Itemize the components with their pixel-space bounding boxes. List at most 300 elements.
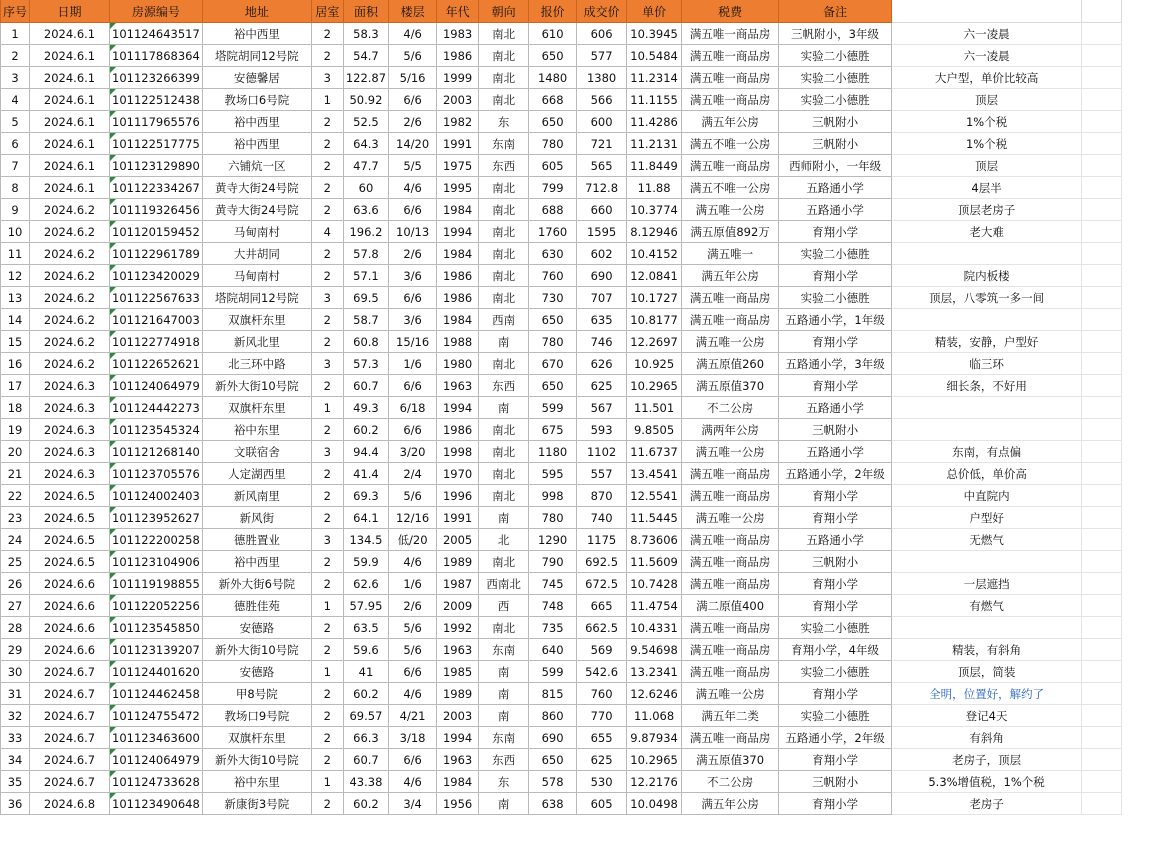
column-header[interactable]: 单价 bbox=[627, 0, 682, 23]
cell-year[interactable]: 1996 bbox=[437, 485, 479, 507]
cell-serial[interactable]: 4 bbox=[1, 89, 30, 111]
cell-asking-price[interactable]: 860 bbox=[529, 705, 577, 727]
cell-deal-price[interactable]: 712.8 bbox=[577, 177, 627, 199]
cell-rooms[interactable]: 3 bbox=[311, 287, 343, 309]
cell-date[interactable]: 2024.6.3 bbox=[30, 397, 110, 419]
cell-year[interactable]: 1986 bbox=[437, 287, 479, 309]
cell-note[interactable]: 有斜角 bbox=[892, 727, 1082, 749]
blank-cell[interactable] bbox=[1082, 661, 1122, 683]
cell-floor[interactable]: 6/6 bbox=[389, 661, 437, 683]
cell-unit-price[interactable]: 10.1727 bbox=[627, 287, 682, 309]
cell-listing-code[interactable]: 101120159452 bbox=[110, 221, 203, 243]
cell-orientation[interactable]: 南 bbox=[479, 507, 529, 529]
blank-header-cell[interactable] bbox=[1082, 0, 1122, 23]
cell-year[interactable]: 2003 bbox=[437, 705, 479, 727]
cell-asking-price[interactable]: 780 bbox=[529, 331, 577, 353]
cell-listing-code[interactable]: 101123104906 bbox=[110, 551, 203, 573]
cell-area[interactable]: 57.8 bbox=[343, 243, 388, 265]
cell-asking-price[interactable]: 780 bbox=[529, 507, 577, 529]
cell-asking-price[interactable]: 760 bbox=[529, 265, 577, 287]
cell-listing-code[interactable]: 101124442273 bbox=[110, 397, 203, 419]
cell-serial[interactable]: 15 bbox=[1, 331, 30, 353]
cell-listing-code[interactable]: 101123545324 bbox=[110, 419, 203, 441]
cell-address[interactable]: 新风北里 bbox=[202, 331, 311, 353]
cell-note[interactable]: 顶层 bbox=[892, 155, 1082, 177]
cell-note[interactable]: 院内板楼 bbox=[892, 265, 1082, 287]
cell-note[interactable]: 总价低，单价高 bbox=[892, 463, 1082, 485]
cell-asking-price[interactable]: 650 bbox=[529, 45, 577, 67]
cell-area[interactable]: 63.6 bbox=[343, 199, 388, 221]
cell-tax[interactable]: 满五唯一商品房 bbox=[682, 23, 779, 45]
cell-date[interactable]: 2024.6.6 bbox=[30, 639, 110, 661]
cell-note[interactable]: 户型好 bbox=[892, 507, 1082, 529]
blank-cell[interactable] bbox=[1082, 463, 1122, 485]
cell-tax[interactable]: 满五原值260 bbox=[682, 353, 779, 375]
cell-note[interactable]: 东南，有点偏 bbox=[892, 441, 1082, 463]
cell-rooms[interactable]: 1 bbox=[311, 771, 343, 793]
cell-asking-price[interactable]: 799 bbox=[529, 177, 577, 199]
cell-serial[interactable]: 1 bbox=[1, 23, 30, 45]
cell-rooms[interactable]: 2 bbox=[311, 639, 343, 661]
cell-asking-price[interactable]: 735 bbox=[529, 617, 577, 639]
cell-orientation[interactable]: 南 bbox=[479, 705, 529, 727]
cell-tax[interactable]: 满五唯一商品房 bbox=[682, 155, 779, 177]
cell-serial[interactable]: 28 bbox=[1, 617, 30, 639]
cell-unit-price[interactable]: 12.0841 bbox=[627, 265, 682, 287]
cell-asking-price[interactable]: 605 bbox=[529, 155, 577, 177]
cell-listing-code[interactable]: 101121647003 bbox=[110, 309, 203, 331]
cell-floor[interactable]: 6/6 bbox=[389, 419, 437, 441]
cell-floor[interactable]: 4/6 bbox=[389, 23, 437, 45]
cell-asking-price[interactable]: 650 bbox=[529, 375, 577, 397]
cell-tax[interactable]: 满五唯一公房 bbox=[682, 199, 779, 221]
cell-area[interactable]: 57.95 bbox=[343, 595, 388, 617]
cell-asking-price[interactable]: 650 bbox=[529, 111, 577, 133]
cell-floor[interactable]: 3/6 bbox=[389, 309, 437, 331]
cell-listing-code[interactable]: 101117868364 bbox=[110, 45, 203, 67]
blank-cell[interactable] bbox=[1082, 133, 1122, 155]
cell-note[interactable]: 老房子，顶层 bbox=[892, 749, 1082, 771]
cell-remark[interactable]: 五路通小学 bbox=[779, 529, 892, 551]
cell-unit-price[interactable]: 11.6737 bbox=[627, 441, 682, 463]
cell-date[interactable]: 2024.6.7 bbox=[30, 771, 110, 793]
cell-note[interactable]: 精装，有斜角 bbox=[892, 639, 1082, 661]
cell-orientation[interactable]: 东 bbox=[479, 771, 529, 793]
cell-serial[interactable]: 19 bbox=[1, 419, 30, 441]
cell-unit-price[interactable]: 11.1155 bbox=[627, 89, 682, 111]
cell-address[interactable]: 德胜佳苑 bbox=[202, 595, 311, 617]
cell-remark[interactable]: 育翔小学 bbox=[779, 793, 892, 815]
cell-area[interactable]: 50.92 bbox=[343, 89, 388, 111]
cell-note[interactable]: 大户型，单价比较高 bbox=[892, 67, 1082, 89]
cell-area[interactable]: 60.2 bbox=[343, 793, 388, 815]
cell-floor[interactable]: 4/6 bbox=[389, 551, 437, 573]
cell-rooms[interactable]: 2 bbox=[311, 243, 343, 265]
cell-note[interactable]: 1%个税 bbox=[892, 111, 1082, 133]
cell-remark[interactable]: 育翔小学 bbox=[779, 683, 892, 705]
cell-floor[interactable]: 2/4 bbox=[389, 463, 437, 485]
cell-area[interactable]: 43.38 bbox=[343, 771, 388, 793]
cell-tax[interactable]: 满五唯一商品房 bbox=[682, 661, 779, 683]
cell-date[interactable]: 2024.6.2 bbox=[30, 353, 110, 375]
cell-year[interactable]: 1994 bbox=[437, 221, 479, 243]
cell-deal-price[interactable]: 665 bbox=[577, 595, 627, 617]
cell-tax[interactable]: 满五年公房 bbox=[682, 265, 779, 287]
cell-area[interactable]: 58.3 bbox=[343, 23, 388, 45]
cell-area[interactable]: 62.6 bbox=[343, 573, 388, 595]
cell-rooms[interactable]: 2 bbox=[311, 705, 343, 727]
cell-address[interactable]: 甲8号院 bbox=[202, 683, 311, 705]
cell-floor[interactable]: 1/6 bbox=[389, 573, 437, 595]
blank-cell[interactable] bbox=[1082, 199, 1122, 221]
cell-address[interactable]: 教场口6号院 bbox=[202, 89, 311, 111]
column-header[interactable]: 朝向 bbox=[479, 0, 529, 23]
cell-unit-price[interactable]: 10.7428 bbox=[627, 573, 682, 595]
cell-note[interactable] bbox=[892, 397, 1082, 419]
cell-note[interactable]: 顶层老房子 bbox=[892, 199, 1082, 221]
cell-asking-price[interactable]: 668 bbox=[529, 89, 577, 111]
cell-address[interactable]: 德胜置业 bbox=[202, 529, 311, 551]
cell-deal-price[interactable]: 593 bbox=[577, 419, 627, 441]
cell-year[interactable]: 1994 bbox=[437, 397, 479, 419]
cell-note[interactable]: 登记4天 bbox=[892, 705, 1082, 727]
column-header[interactable]: 报价 bbox=[529, 0, 577, 23]
cell-rooms[interactable]: 1 bbox=[311, 661, 343, 683]
cell-listing-code[interactable]: 101122200258 bbox=[110, 529, 203, 551]
cell-note[interactable]: 全明，位置好，解约了 bbox=[892, 683, 1082, 705]
cell-serial[interactable]: 3 bbox=[1, 67, 30, 89]
cell-tax[interactable]: 满五唯一 bbox=[682, 243, 779, 265]
cell-orientation[interactable]: 南北 bbox=[479, 221, 529, 243]
cell-year[interactable]: 1987 bbox=[437, 573, 479, 595]
cell-serial[interactable]: 26 bbox=[1, 573, 30, 595]
cell-year[interactable]: 1992 bbox=[437, 617, 479, 639]
cell-orientation[interactable]: 南北 bbox=[479, 419, 529, 441]
cell-deal-price[interactable]: 566 bbox=[577, 89, 627, 111]
cell-remark[interactable]: 三帆附小 bbox=[779, 551, 892, 573]
cell-date[interactable]: 2024.6.6 bbox=[30, 617, 110, 639]
cell-tax[interactable]: 满五唯一商品房 bbox=[682, 287, 779, 309]
cell-area[interactable]: 122.87 bbox=[343, 67, 388, 89]
cell-note[interactable] bbox=[892, 419, 1082, 441]
cell-listing-code[interactable]: 101124462458 bbox=[110, 683, 203, 705]
cell-listing-code[interactable]: 101122567633 bbox=[110, 287, 203, 309]
cell-floor[interactable]: 3/20 bbox=[389, 441, 437, 463]
cell-asking-price[interactable]: 780 bbox=[529, 133, 577, 155]
cell-tax[interactable]: 满五唯一商品房 bbox=[682, 89, 779, 111]
cell-address[interactable]: 大井胡同 bbox=[202, 243, 311, 265]
column-header[interactable]: 成交价 bbox=[577, 0, 627, 23]
cell-area[interactable]: 134.5 bbox=[343, 529, 388, 551]
cell-remark[interactable]: 实验二小德胜 bbox=[779, 45, 892, 67]
cell-floor[interactable]: 4/6 bbox=[389, 683, 437, 705]
cell-asking-price[interactable]: 1760 bbox=[529, 221, 577, 243]
cell-asking-price[interactable]: 630 bbox=[529, 243, 577, 265]
blank-cell[interactable] bbox=[1082, 397, 1122, 419]
cell-unit-price[interactable]: 11.4754 bbox=[627, 595, 682, 617]
cell-rooms[interactable]: 2 bbox=[311, 177, 343, 199]
cell-address[interactable]: 黄寺大街24号院 bbox=[202, 177, 311, 199]
column-header[interactable]: 日期 bbox=[30, 0, 110, 23]
cell-year[interactable]: 1963 bbox=[437, 749, 479, 771]
cell-unit-price[interactable]: 10.4331 bbox=[627, 617, 682, 639]
cell-rooms[interactable]: 2 bbox=[311, 507, 343, 529]
cell-listing-code[interactable]: 101122961789 bbox=[110, 243, 203, 265]
cell-unit-price[interactable]: 12.2176 bbox=[627, 771, 682, 793]
blank-cell[interactable] bbox=[1082, 309, 1122, 331]
cell-orientation[interactable]: 西 bbox=[479, 595, 529, 617]
column-header[interactable]: 备注 bbox=[779, 0, 892, 23]
cell-floor[interactable]: 3/18 bbox=[389, 727, 437, 749]
cell-address[interactable]: 新外大街10号院 bbox=[202, 749, 311, 771]
cell-address[interactable]: 裕中西里 bbox=[202, 551, 311, 573]
cell-floor[interactable]: 5/16 bbox=[389, 67, 437, 89]
cell-tax[interactable]: 满五年公房 bbox=[682, 793, 779, 815]
cell-year[interactable]: 2005 bbox=[437, 529, 479, 551]
cell-rooms[interactable]: 2 bbox=[311, 375, 343, 397]
blank-cell[interactable] bbox=[1082, 749, 1122, 771]
cell-listing-code[interactable]: 101124401620 bbox=[110, 661, 203, 683]
cell-date[interactable]: 2024.6.5 bbox=[30, 485, 110, 507]
cell-listing-code[interactable]: 101124064979 bbox=[110, 749, 203, 771]
cell-note[interactable]: 细长条，不好用 bbox=[892, 375, 1082, 397]
cell-year[interactable]: 2003 bbox=[437, 89, 479, 111]
cell-deal-price[interactable]: 625 bbox=[577, 749, 627, 771]
cell-address[interactable]: 六铺炕一区 bbox=[202, 155, 311, 177]
cell-deal-price[interactable]: 600 bbox=[577, 111, 627, 133]
cell-rooms[interactable]: 3 bbox=[311, 353, 343, 375]
cell-deal-price[interactable]: 760 bbox=[577, 683, 627, 705]
cell-date[interactable]: 2024.6.2 bbox=[30, 243, 110, 265]
cell-floor[interactable]: 5/6 bbox=[389, 485, 437, 507]
column-header[interactable]: 地址 bbox=[202, 0, 311, 23]
cell-address[interactable]: 北三环中路 bbox=[202, 353, 311, 375]
cell-unit-price[interactable]: 11.068 bbox=[627, 705, 682, 727]
cell-floor[interactable]: 3/4 bbox=[389, 793, 437, 815]
cell-asking-price[interactable]: 690 bbox=[529, 727, 577, 749]
cell-deal-price[interactable]: 625 bbox=[577, 375, 627, 397]
cell-deal-price[interactable]: 721 bbox=[577, 133, 627, 155]
blank-cell[interactable] bbox=[1082, 705, 1122, 727]
cell-floor[interactable]: 2/6 bbox=[389, 111, 437, 133]
cell-area[interactable]: 196.2 bbox=[343, 221, 388, 243]
cell-rooms[interactable]: 2 bbox=[311, 793, 343, 815]
cell-area[interactable]: 94.4 bbox=[343, 441, 388, 463]
cell-remark[interactable]: 育翔小学 bbox=[779, 507, 892, 529]
blank-cell[interactable] bbox=[1082, 89, 1122, 111]
cell-tax[interactable]: 满五年二类 bbox=[682, 705, 779, 727]
cell-area[interactable]: 60.7 bbox=[343, 749, 388, 771]
cell-year[interactable]: 1983 bbox=[437, 23, 479, 45]
cell-note[interactable]: 六一凌晨 bbox=[892, 23, 1082, 45]
cell-listing-code[interactable]: 101122774918 bbox=[110, 331, 203, 353]
cell-area[interactable]: 69.57 bbox=[343, 705, 388, 727]
blank-header-cell[interactable] bbox=[892, 0, 1082, 23]
cell-asking-price[interactable]: 595 bbox=[529, 463, 577, 485]
cell-area[interactable]: 64.1 bbox=[343, 507, 388, 529]
cell-area[interactable]: 41.4 bbox=[343, 463, 388, 485]
cell-floor[interactable]: 6/18 bbox=[389, 397, 437, 419]
cell-floor[interactable]: 5/6 bbox=[389, 45, 437, 67]
cell-area[interactable]: 58.7 bbox=[343, 309, 388, 331]
blank-cell[interactable] bbox=[1082, 375, 1122, 397]
cell-note[interactable]: 4层半 bbox=[892, 177, 1082, 199]
cell-note[interactable]: 有燃气 bbox=[892, 595, 1082, 617]
cell-address[interactable]: 安德路 bbox=[202, 617, 311, 639]
cell-address[interactable]: 人定湖西里 bbox=[202, 463, 311, 485]
blank-cell[interactable] bbox=[1082, 727, 1122, 749]
cell-address[interactable]: 塔院胡同12号院 bbox=[202, 287, 311, 309]
cell-remark[interactable]: 三帆附小，3年级 bbox=[779, 23, 892, 45]
cell-address[interactable]: 马甸南村 bbox=[202, 265, 311, 287]
cell-note[interactable] bbox=[892, 617, 1082, 639]
cell-deal-price[interactable]: 740 bbox=[577, 507, 627, 529]
cell-deal-price[interactable]: 1175 bbox=[577, 529, 627, 551]
cell-deal-price[interactable]: 605 bbox=[577, 793, 627, 815]
cell-floor[interactable]: 低/20 bbox=[389, 529, 437, 551]
cell-rooms[interactable]: 2 bbox=[311, 683, 343, 705]
cell-asking-price[interactable]: 670 bbox=[529, 353, 577, 375]
cell-orientation[interactable]: 南 bbox=[479, 397, 529, 419]
column-header[interactable]: 税费 bbox=[682, 0, 779, 23]
cell-unit-price[interactable]: 10.3945 bbox=[627, 23, 682, 45]
cell-floor[interactable]: 3/6 bbox=[389, 265, 437, 287]
cell-floor[interactable]: 2/6 bbox=[389, 595, 437, 617]
cell-deal-price[interactable]: 1595 bbox=[577, 221, 627, 243]
cell-orientation[interactable]: 南北 bbox=[479, 551, 529, 573]
cell-tax[interactable]: 不二公房 bbox=[682, 397, 779, 419]
column-header[interactable]: 年代 bbox=[437, 0, 479, 23]
cell-listing-code[interactable]: 101123139207 bbox=[110, 639, 203, 661]
cell-listing-code[interactable]: 101123490648 bbox=[110, 793, 203, 815]
cell-deal-price[interactable]: 692.5 bbox=[577, 551, 627, 573]
cell-year[interactable]: 1989 bbox=[437, 683, 479, 705]
cell-remark[interactable]: 育翔小学 bbox=[779, 485, 892, 507]
cell-remark[interactable]: 育翔小学 bbox=[779, 749, 892, 771]
cell-year[interactable]: 2009 bbox=[437, 595, 479, 617]
column-header[interactable]: 居室 bbox=[311, 0, 343, 23]
cell-listing-code[interactable]: 101122334267 bbox=[110, 177, 203, 199]
cell-rooms[interactable]: 2 bbox=[311, 419, 343, 441]
cell-address[interactable]: 安德路 bbox=[202, 661, 311, 683]
cell-note[interactable] bbox=[892, 309, 1082, 331]
cell-address[interactable]: 教场口9号院 bbox=[202, 705, 311, 727]
cell-asking-price[interactable]: 638 bbox=[529, 793, 577, 815]
cell-deal-price[interactable]: 662.5 bbox=[577, 617, 627, 639]
cell-year[interactable]: 1991 bbox=[437, 507, 479, 529]
cell-orientation[interactable]: 南北 bbox=[479, 265, 529, 287]
cell-deal-price[interactable]: 606 bbox=[577, 23, 627, 45]
cell-address[interactable]: 新风南里 bbox=[202, 485, 311, 507]
cell-note[interactable]: 顶层，八零筑一多一间 bbox=[892, 287, 1082, 309]
cell-rooms[interactable]: 2 bbox=[311, 155, 343, 177]
blank-cell[interactable] bbox=[1082, 221, 1122, 243]
cell-remark[interactable]: 育翔小学，4年级 bbox=[779, 639, 892, 661]
cell-deal-price[interactable]: 530 bbox=[577, 771, 627, 793]
cell-rooms[interactable]: 2 bbox=[311, 309, 343, 331]
cell-asking-price[interactable]: 790 bbox=[529, 551, 577, 573]
cell-note[interactable] bbox=[892, 243, 1082, 265]
cell-date[interactable]: 2024.6.1 bbox=[30, 133, 110, 155]
cell-listing-code[interactable]: 101123545850 bbox=[110, 617, 203, 639]
cell-area[interactable]: 57.1 bbox=[343, 265, 388, 287]
cell-deal-price[interactable]: 542.6 bbox=[577, 661, 627, 683]
cell-address[interactable]: 双旗杆东里 bbox=[202, 397, 311, 419]
cell-listing-code[interactable]: 101124733628 bbox=[110, 771, 203, 793]
cell-floor[interactable]: 1/6 bbox=[389, 353, 437, 375]
cell-rooms[interactable]: 2 bbox=[311, 265, 343, 287]
cell-listing-code[interactable]: 101121268140 bbox=[110, 441, 203, 463]
cell-year[interactable]: 1975 bbox=[437, 155, 479, 177]
cell-year[interactable]: 1984 bbox=[437, 199, 479, 221]
cell-rooms[interactable]: 2 bbox=[311, 463, 343, 485]
blank-cell[interactable] bbox=[1082, 771, 1122, 793]
cell-area[interactable]: 57.3 bbox=[343, 353, 388, 375]
cell-tax[interactable]: 满五原值370 bbox=[682, 749, 779, 771]
cell-deal-price[interactable]: 626 bbox=[577, 353, 627, 375]
cell-remark[interactable]: 五路通小学，2年级 bbox=[779, 727, 892, 749]
cell-deal-price[interactable]: 635 bbox=[577, 309, 627, 331]
cell-orientation[interactable]: 南北 bbox=[479, 67, 529, 89]
cell-remark[interactable]: 育翔小学 bbox=[779, 573, 892, 595]
cell-deal-price[interactable]: 672.5 bbox=[577, 573, 627, 595]
cell-listing-code[interactable]: 101122512438 bbox=[110, 89, 203, 111]
blank-cell[interactable] bbox=[1082, 67, 1122, 89]
cell-listing-code[interactable]: 101122652621 bbox=[110, 353, 203, 375]
cell-address[interactable]: 新外大街6号院 bbox=[202, 573, 311, 595]
cell-deal-price[interactable]: 660 bbox=[577, 199, 627, 221]
cell-tax[interactable]: 满五唯一公房 bbox=[682, 507, 779, 529]
cell-area[interactable]: 63.5 bbox=[343, 617, 388, 639]
blank-cell[interactable] bbox=[1082, 155, 1122, 177]
cell-note[interactable]: 无燃气 bbox=[892, 529, 1082, 551]
cell-date[interactable]: 2024.6.1 bbox=[30, 23, 110, 45]
cell-asking-price[interactable]: 1480 bbox=[529, 67, 577, 89]
cell-tax[interactable]: 满五唯一商品房 bbox=[682, 529, 779, 551]
column-header[interactable]: 序号 bbox=[1, 0, 30, 23]
cell-remark[interactable]: 实验二小德胜 bbox=[779, 705, 892, 727]
cell-orientation[interactable]: 南北 bbox=[479, 353, 529, 375]
cell-year[interactable]: 1986 bbox=[437, 265, 479, 287]
cell-tax[interactable]: 不二公房 bbox=[682, 771, 779, 793]
blank-cell[interactable] bbox=[1082, 331, 1122, 353]
cell-listing-code[interactable]: 101122052256 bbox=[110, 595, 203, 617]
cell-date[interactable]: 2024.6.7 bbox=[30, 749, 110, 771]
cell-listing-code[interactable]: 101124064979 bbox=[110, 375, 203, 397]
cell-floor[interactable]: 6/6 bbox=[389, 375, 437, 397]
cell-tax[interactable]: 满五唯一公房 bbox=[682, 331, 779, 353]
cell-date[interactable]: 2024.6.8 bbox=[30, 793, 110, 815]
blank-cell[interactable] bbox=[1082, 793, 1122, 815]
cell-listing-code[interactable]: 101123129890 bbox=[110, 155, 203, 177]
blank-cell[interactable] bbox=[1082, 485, 1122, 507]
cell-asking-price[interactable]: 640 bbox=[529, 639, 577, 661]
cell-serial[interactable]: 36 bbox=[1, 793, 30, 815]
cell-serial[interactable]: 10 bbox=[1, 221, 30, 243]
cell-address[interactable]: 裕中东里 bbox=[202, 419, 311, 441]
cell-tax[interactable]: 满五唯一商品房 bbox=[682, 309, 779, 331]
cell-serial[interactable]: 5 bbox=[1, 111, 30, 133]
cell-year[interactable]: 1982 bbox=[437, 111, 479, 133]
blank-cell[interactable] bbox=[1082, 111, 1122, 133]
cell-listing-code[interactable]: 101123420029 bbox=[110, 265, 203, 287]
cell-tax[interactable]: 满五唯一商品房 bbox=[682, 463, 779, 485]
cell-serial[interactable]: 23 bbox=[1, 507, 30, 529]
cell-date[interactable]: 2024.6.1 bbox=[30, 45, 110, 67]
cell-deal-price[interactable]: 565 bbox=[577, 155, 627, 177]
cell-area[interactable]: 60 bbox=[343, 177, 388, 199]
cell-unit-price[interactable]: 10.5484 bbox=[627, 45, 682, 67]
